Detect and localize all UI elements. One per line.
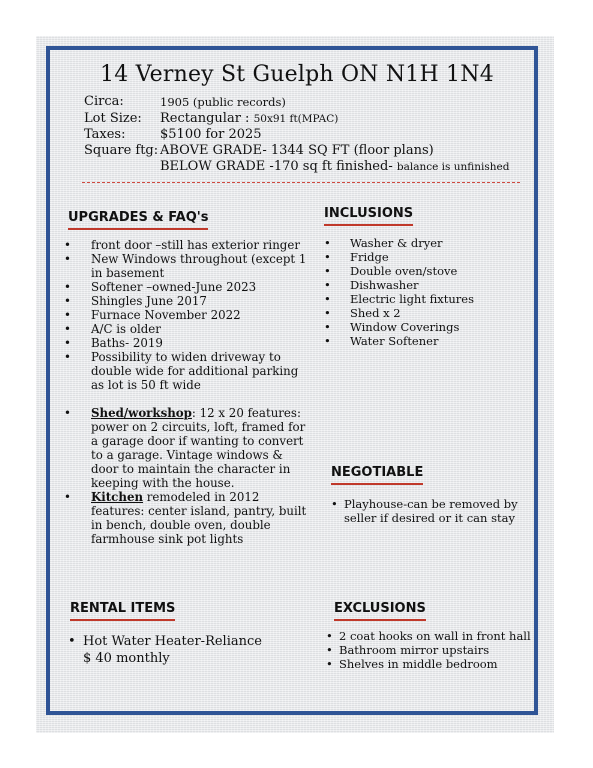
section-divider <box>82 182 520 183</box>
property-address-title: 14 Verney St Guelph ON N1H 1N4 <box>100 62 494 87</box>
inclusion-item: • Fridge <box>324 250 524 264</box>
shed-workshop-label: Shed/workshop <box>91 406 192 420</box>
shed-workshop-text: : 12 x 20 features: power on 2 circuits, loft, framed for a garage door if wanting to convert to a garage. Vintage windows & door to maintain the character in keeping with the house. <box>91 406 306 490</box>
inclusion-item: • Electric light fixtures <box>324 292 524 306</box>
kitchen-text: remodeled in 2012 features: center island, pantry, built in bench, double oven, double farmhouse sink pot lights <box>91 490 307 546</box>
negotiable-item: • Playhouse-can be removed by seller if desired or it can stay <box>331 497 526 525</box>
taxes-label: Taxes: <box>84 127 126 142</box>
shed-workshop-item: • Shed/workshop: 12 x 20 features: power on 2 circuits, loft, framed for a garage door if wanting to convert to a garage. Vintage windows & door to maintain the character in keeping with the house. <box>64 406 306 490</box>
negotiable-heading: NEGOTIABLE <box>331 465 423 485</box>
kitchen-item: • Kitchen remodeled in 2012 features: center island, pantry, built in bench, double oven, double farmhouse sink pot lights <box>64 490 307 546</box>
rental-item-cost: $ 40 monthly <box>83 651 170 666</box>
circa-value: 1905 (public records) <box>160 95 286 109</box>
inclusion-item: • Window Coverings <box>324 320 524 334</box>
upgrade-item: • Furnace November 2022 <box>64 308 314 322</box>
exclusion-item: • Bathroom mirror upstairs <box>326 643 536 657</box>
rental-item-name: Hot Water Heater-Reliance <box>83 634 262 649</box>
lot-size-label: Lot Size: <box>84 111 142 126</box>
negotiable-item-text: Playhouse-can be removed by seller if desired or it can stay <box>344 497 518 525</box>
upgrades-list <box>64 238 314 392</box>
upgrade-item: • New Windows throughout (except 1 in basement <box>64 252 314 280</box>
upgrade-item: • front door –still has exterior ringer <box>64 238 314 252</box>
inclusion-item: • Washer & dryer <box>324 236 524 250</box>
inclusion-item: • Dishwasher <box>324 278 524 292</box>
kitchen-label: Kitchen <box>91 490 144 504</box>
rental-item: • Hot Water Heater-Reliance $ 40 monthly <box>68 634 262 666</box>
exclusions-heading: EXCLUSIONS <box>334 601 426 621</box>
upgrade-item: • Shingles June 2017 <box>64 294 314 308</box>
square-footage-label: Square ftg: <box>84 143 159 158</box>
exclusion-item: • Shelves in middle bedroom <box>326 657 536 671</box>
inclusion-item: • Water Softener <box>324 334 524 348</box>
upgrade-item: • Baths- 2019 <box>64 336 314 350</box>
taxes-value: $5100 for 2025 <box>160 127 262 142</box>
square-footage-above-grade: ABOVE GRADE- 1344 SQ FT (floor plans) <box>160 143 434 158</box>
upgrade-item: • Softener –owned-June 2023 <box>64 280 314 294</box>
square-footage-below-grade: BELOW GRADE -170 sq ft finished- balance is unfinished <box>160 159 510 174</box>
upgrade-item: • A/C is older <box>64 322 314 336</box>
exclusions-list <box>326 629 536 671</box>
circa-label: Circa: <box>84 94 124 109</box>
exclusion-item: • 2 coat hooks on wall in front hall <box>326 629 536 643</box>
inclusions-heading: INCLUSIONS <box>324 206 413 226</box>
lot-size-value: Rectangular : 50x91 ft(MPAC) <box>160 111 339 126</box>
inclusion-item: • Shed x 2 <box>324 306 524 320</box>
inclusion-item: • Double oven/stove <box>324 264 524 278</box>
inclusions-list <box>324 236 524 348</box>
upgrades-heading: UPGRADES & FAQ's <box>68 210 208 230</box>
rental-items-heading: RENTAL ITEMS <box>70 601 175 621</box>
upgrade-item: • Possibility to widen driveway to double wide for additional parking as lot is 50 ft wide <box>64 350 314 392</box>
